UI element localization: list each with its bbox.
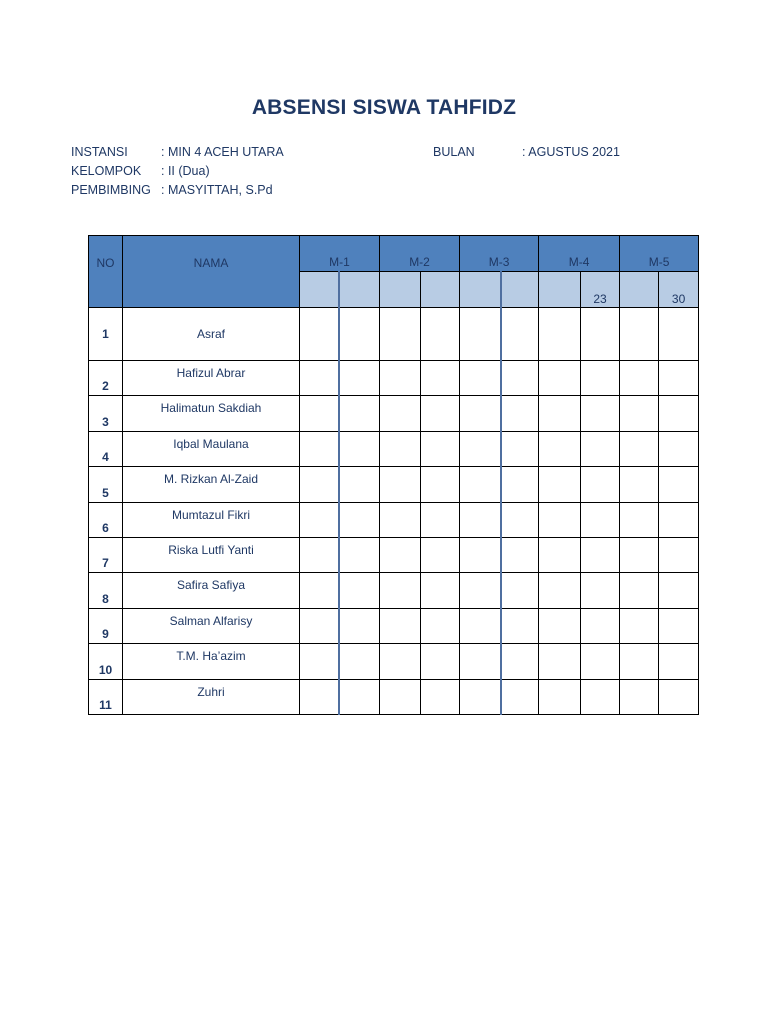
row-nama: Asraf xyxy=(123,308,300,361)
attendance-cell[interactable] xyxy=(501,537,539,572)
attendance-cell[interactable] xyxy=(460,361,501,396)
attendance-cell[interactable] xyxy=(421,308,460,361)
attendance-cell[interactable] xyxy=(460,644,501,679)
attendance-cell[interactable] xyxy=(300,308,339,361)
attendance-cell[interactable] xyxy=(659,679,699,714)
header-no: NO xyxy=(89,236,123,308)
attendance-cell[interactable] xyxy=(380,502,421,537)
date-cell xyxy=(460,272,501,308)
attendance-cell[interactable] xyxy=(581,537,620,572)
attendance-cell[interactable] xyxy=(620,644,659,679)
attendance-cell[interactable] xyxy=(339,537,380,572)
attendance-cell[interactable] xyxy=(659,467,699,502)
row-no: 7 xyxy=(89,537,123,572)
attendance-cell[interactable] xyxy=(300,431,339,466)
table-row xyxy=(89,644,699,679)
header-nama: NAMA xyxy=(123,236,300,308)
attendance-cell[interactable] xyxy=(620,396,659,431)
header-week-1: M-1 xyxy=(300,236,380,272)
row-no: 2 xyxy=(89,361,123,396)
row-no: 8 xyxy=(89,573,123,608)
attendance-cell[interactable] xyxy=(501,644,539,679)
attendance-cell[interactable] xyxy=(539,644,581,679)
table-row xyxy=(89,467,699,502)
row-nama: Hafizul Abrar xyxy=(123,361,300,396)
attendance-cell[interactable] xyxy=(620,361,659,396)
row-no: 3 xyxy=(89,396,123,431)
attendance-cell[interactable] xyxy=(300,573,339,608)
table-row xyxy=(89,431,699,466)
header-week-2: M-2 xyxy=(380,236,460,272)
attendance-cell[interactable] xyxy=(539,608,581,643)
attendance-cell[interactable] xyxy=(659,396,699,431)
attendance-cell[interactable] xyxy=(581,573,620,608)
info-block-right xyxy=(433,145,683,165)
row-nama: Iqbal Maulana xyxy=(123,431,300,466)
table-row xyxy=(89,308,699,361)
bulan-value: : AGUSTUS 2021 xyxy=(522,145,620,159)
attendance-cell[interactable] xyxy=(300,396,339,431)
info-block-left xyxy=(71,145,401,205)
attendance-table xyxy=(88,235,699,715)
attendance-cell[interactable] xyxy=(501,573,539,608)
attendance-cell[interactable] xyxy=(421,361,460,396)
date-cell xyxy=(380,272,421,308)
row-no: 5 xyxy=(89,467,123,502)
attendance-cell[interactable] xyxy=(300,608,339,643)
attendance-cell[interactable] xyxy=(620,679,659,714)
attendance-cell[interactable] xyxy=(421,644,460,679)
attendance-cell[interactable] xyxy=(380,537,421,572)
kelompok-value: : II (Dua) xyxy=(161,164,210,178)
attendance-cell[interactable] xyxy=(380,361,421,396)
date-cell xyxy=(339,272,380,308)
header-week-4: M-4 xyxy=(539,236,620,272)
attendance-cell[interactable] xyxy=(339,573,380,608)
attendance-cell[interactable] xyxy=(539,573,581,608)
attendance-cell[interactable] xyxy=(460,308,501,361)
attendance-cell[interactable] xyxy=(339,644,380,679)
attendance-cell[interactable] xyxy=(620,502,659,537)
attendance-cell[interactable] xyxy=(620,467,659,502)
attendance-cell[interactable] xyxy=(421,573,460,608)
row-no: 10 xyxy=(89,644,123,679)
attendance-cell[interactable] xyxy=(501,679,539,714)
attendance-cell[interactable] xyxy=(501,608,539,643)
table-row xyxy=(89,537,699,572)
attendance-cell[interactable] xyxy=(460,573,501,608)
row-nama: Halimatun Sakdiah xyxy=(123,396,300,431)
table-row xyxy=(89,502,699,537)
attendance-cell[interactable] xyxy=(421,467,460,502)
attendance-cell[interactable] xyxy=(339,431,380,466)
attendance-cell[interactable] xyxy=(460,467,501,502)
attendance-cell[interactable] xyxy=(581,308,620,361)
attendance-cell[interactable] xyxy=(421,679,460,714)
attendance-cell[interactable] xyxy=(581,644,620,679)
attendance-cell[interactable] xyxy=(421,537,460,572)
row-no: 9 xyxy=(89,608,123,643)
date-cell xyxy=(300,272,339,308)
attendance-cell[interactable] xyxy=(620,308,659,361)
attendance-cell[interactable] xyxy=(380,679,421,714)
row-no: 6 xyxy=(89,502,123,537)
attendance-cell[interactable] xyxy=(380,431,421,466)
attendance-cell[interactable] xyxy=(460,502,501,537)
attendance-cell[interactable] xyxy=(620,537,659,572)
attendance-cell[interactable] xyxy=(581,679,620,714)
attendance-cell[interactable] xyxy=(659,502,699,537)
attendance-cell[interactable] xyxy=(659,537,699,572)
attendance-cell[interactable] xyxy=(539,396,581,431)
table-row xyxy=(89,679,699,714)
attendance-cell[interactable] xyxy=(539,431,581,466)
attendance-cell[interactable] xyxy=(300,644,339,679)
attendance-cell[interactable] xyxy=(339,502,380,537)
attendance-cell[interactable] xyxy=(339,679,380,714)
attendance-cell[interactable] xyxy=(300,502,339,537)
attendance-cell[interactable] xyxy=(300,679,339,714)
row-nama: Salman Alfarisy xyxy=(123,608,300,643)
attendance-cell[interactable] xyxy=(659,573,699,608)
kelompok-label: KELOMPOK xyxy=(71,164,142,178)
attendance-cell[interactable] xyxy=(539,679,581,714)
attendance-cell[interactable] xyxy=(581,467,620,502)
attendance-cell[interactable] xyxy=(501,467,539,502)
attendance-cell[interactable] xyxy=(581,396,620,431)
attendance-cell[interactable] xyxy=(620,431,659,466)
attendance-cell[interactable] xyxy=(300,361,339,396)
attendance-cell[interactable] xyxy=(339,308,380,361)
row-nama: Safira Safiya xyxy=(123,573,300,608)
attendance-cell[interactable] xyxy=(421,608,460,643)
instansi-label: INSTANSI xyxy=(71,145,128,159)
table-row xyxy=(89,608,699,643)
attendance-cell[interactable] xyxy=(659,361,699,396)
attendance-cell[interactable] xyxy=(339,361,380,396)
attendance-cell[interactable] xyxy=(539,361,581,396)
attendance-cell[interactable] xyxy=(501,502,539,537)
instansi-value: : MIN 4 ACEH UTARA xyxy=(161,145,284,159)
attendance-cell[interactable] xyxy=(421,502,460,537)
date-cell: 23 xyxy=(581,272,620,308)
attendance-cell[interactable] xyxy=(460,537,501,572)
row-no: 4 xyxy=(89,431,123,466)
row-nama: M. Rizkan Al-Zaid xyxy=(123,467,300,502)
attendance-cell[interactable] xyxy=(380,608,421,643)
row-nama: T.M. Ha’azim xyxy=(123,644,300,679)
attendance-cell[interactable] xyxy=(620,608,659,643)
attendance-cell[interactable] xyxy=(659,608,699,643)
attendance-cell[interactable] xyxy=(659,644,699,679)
attendance-cell[interactable] xyxy=(421,396,460,431)
attendance-cell[interactable] xyxy=(300,537,339,572)
attendance-cell[interactable] xyxy=(659,431,699,466)
row-nama: Zuhri xyxy=(123,679,300,714)
attendance-cell[interactable] xyxy=(581,361,620,396)
attendance-cell[interactable] xyxy=(501,396,539,431)
attendance-cell[interactable] xyxy=(380,644,421,679)
attendance-cell[interactable] xyxy=(539,502,581,537)
page-title: ABSENSI SISWA TAHFIDZ xyxy=(251,96,517,119)
date-cell xyxy=(501,272,539,308)
table-row xyxy=(89,396,699,431)
row-no: 1 xyxy=(89,308,123,361)
attendance-cell[interactable] xyxy=(501,361,539,396)
date-cell xyxy=(539,272,581,308)
row-no: 11 xyxy=(89,679,123,714)
attendance-cell[interactable] xyxy=(620,573,659,608)
attendance-cell[interactable] xyxy=(339,396,380,431)
pembimbing-value: : MASYITTAH, S.Pd xyxy=(161,183,273,197)
attendance-cell[interactable] xyxy=(539,467,581,502)
date-cell xyxy=(620,272,659,308)
header-week-3: M-3 xyxy=(460,236,539,272)
attendance-cell[interactable] xyxy=(380,467,421,502)
table-row xyxy=(89,573,699,608)
row-nama: Riska Lutfi Yanti xyxy=(123,537,300,572)
attendance-cell[interactable] xyxy=(421,431,460,466)
attendance-cell[interactable] xyxy=(460,679,501,714)
attendance-cell[interactable] xyxy=(501,431,539,466)
header-row-weeks xyxy=(89,236,699,272)
attendance-cell[interactable] xyxy=(659,308,699,361)
attendance-cell[interactable] xyxy=(460,396,501,431)
pembimbing-label: PEMBIMBING xyxy=(71,183,151,197)
row-nama: Mumtazul Fikri xyxy=(123,502,300,537)
attendance-cell[interactable] xyxy=(581,608,620,643)
attendance-cell[interactable] xyxy=(300,467,339,502)
attendance-cell[interactable] xyxy=(501,308,539,361)
attendance-cell[interactable] xyxy=(380,308,421,361)
date-cell xyxy=(421,272,460,308)
attendance-cell[interactable] xyxy=(460,431,501,466)
attendance-cell[interactable] xyxy=(539,537,581,572)
attendance-cell[interactable] xyxy=(339,467,380,502)
bulan-label: BULAN xyxy=(433,145,475,159)
attendance-cell[interactable] xyxy=(339,608,380,643)
attendance-cell[interactable] xyxy=(581,431,620,466)
attendance-cell[interactable] xyxy=(539,308,581,361)
header-week-5: M-5 xyxy=(620,236,699,272)
attendance-cell[interactable] xyxy=(380,396,421,431)
attendance-cell[interactable] xyxy=(581,502,620,537)
table-row xyxy=(89,361,699,396)
attendance-cell[interactable] xyxy=(380,573,421,608)
date-cell: 30 xyxy=(659,272,699,308)
attendance-cell[interactable] xyxy=(460,608,501,643)
